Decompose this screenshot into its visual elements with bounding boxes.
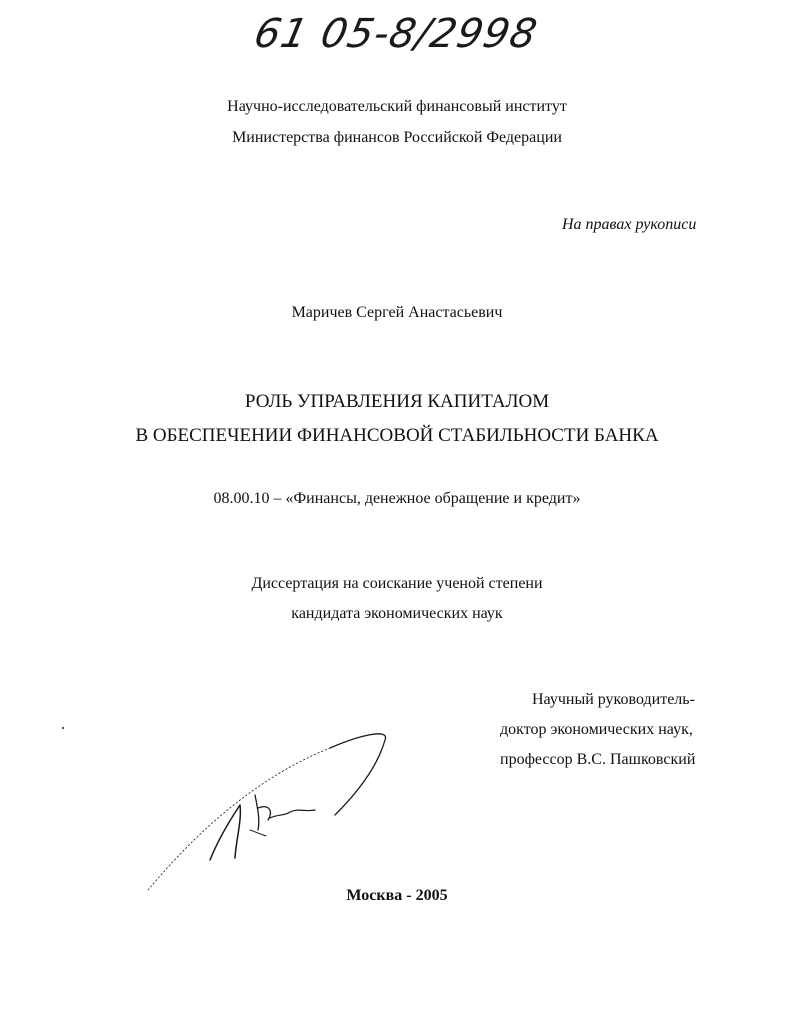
supervisor-line-1: Научный руководитель- xyxy=(532,691,695,708)
institution-line-2: Министерства финансов Российской Федерации xyxy=(232,129,562,146)
city-year: Москва - 2005 xyxy=(346,887,448,904)
archive-number-handwritten: 61 05-8/2998 xyxy=(250,11,542,57)
title-line-2: В ОБЕСПЕЧЕНИИ ФИНАНСОВОЙ СТАБИЛЬНОСТИ БАНКА xyxy=(135,425,659,446)
specialty: 08.00.10 – «Финансы, денежное обращение и кредит» xyxy=(213,490,581,507)
degree-line-2: кандидата экономических наук xyxy=(291,605,503,622)
supervisor-line-3: профессор В.С. Пашковский xyxy=(500,751,696,768)
title-line-1: РОЛЬ УПРАВЛЕНИЯ КАПИТАЛОМ xyxy=(244,391,550,412)
degree-line-1: Диссертация на соискание ученой степени xyxy=(251,575,543,592)
scan-speck xyxy=(62,727,64,729)
handwritten-signature xyxy=(140,720,410,900)
institution-line-1: Научно-исследовательский финансовый институт xyxy=(227,98,567,115)
supervisor-line-2: доктор экономических наук, xyxy=(500,721,693,738)
author-name: Маричев Сергей Анастасьевич xyxy=(291,304,503,321)
rights-note: На правах рукописи xyxy=(562,216,697,233)
